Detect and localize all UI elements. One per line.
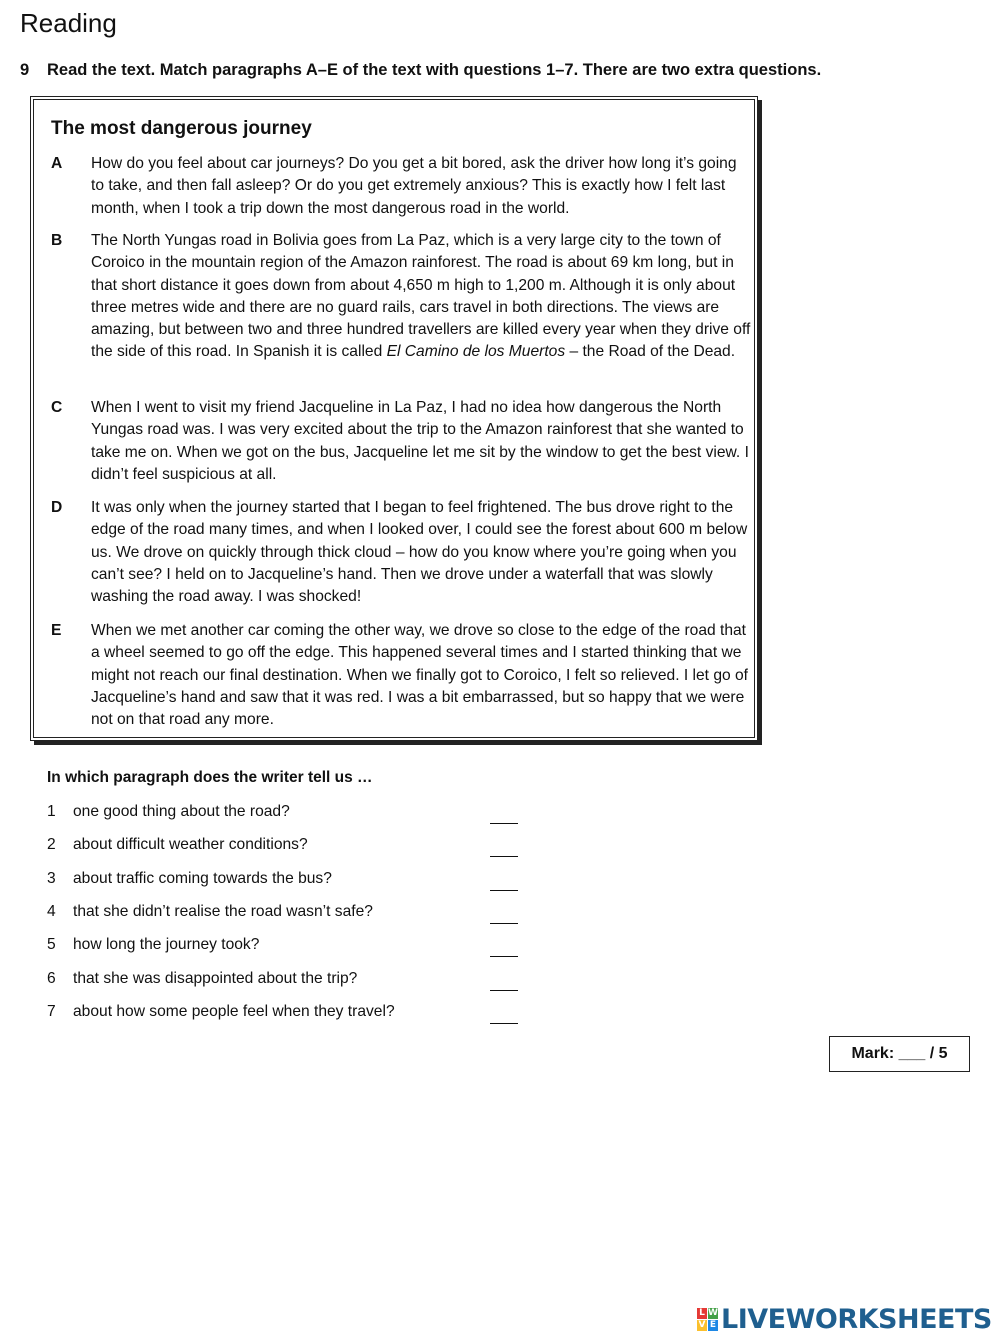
- question-row: [47, 870, 527, 894]
- question-text: about traffic coming towards the bus?: [73, 870, 332, 887]
- question-row: [47, 803, 527, 827]
- answer-input-3[interactable]: [490, 870, 518, 891]
- paragraph-text: It was only when the journey started that I began to feel frightened. The bus drove right to the edge of the road many times, and when I looked over, I could see the forest about 600 m below us. We drove on quickly through thick cloud – how do you know where you’re going when you can’t see? I held on to Jacqueline’s hand. Then we drove under a waterfall that was slowly washing the road away. I was shocked!: [91, 499, 748, 606]
- liveworksheets-logo: [697, 1304, 992, 1334]
- exercise-number: 9: [20, 61, 30, 79]
- question-text: about how some people feel when they travel?: [73, 1003, 395, 1020]
- paragraph-text: How do you feel about car journeys? Do you get a bit bored, ask the driver how long it’s going to take, and then fall asleep? Or do you get extremely anxious? This is exactly how I felt last month, when I took a trip down the most dangerous road in the world.: [91, 155, 737, 217]
- logo-tile: L: [697, 1308, 707, 1319]
- paragraph-text: [91, 230, 751, 364]
- question-text: about difficult weather conditions?: [73, 836, 308, 853]
- answer-input-2[interactable]: [490, 836, 518, 857]
- question-row: [47, 836, 527, 860]
- paragraph-b: [51, 230, 751, 364]
- paragraph-letter: E: [51, 622, 62, 639]
- paragraph-e: [51, 620, 751, 731]
- answer-input-7[interactable]: [490, 1003, 518, 1024]
- question-text: that she was disappointed about the trip?: [73, 970, 358, 987]
- question-number: 5: [47, 936, 56, 953]
- paragraph-text-main: The North Yungas road in Bolivia goes from La Paz, which is a very large city to the town of Coroico in the mountain region of the Amazon rainforest. The road is about 69 km long, but in that short distance it goes down from about 4,650 m high to 1,200 m. Although it is only about three metres wide and there are no guard rails, cars travel in both directions. The views are amazing, but between two and three hundred travellers are killed every year when they drive off the side of this road. In Spanish it is called: [91, 232, 751, 361]
- question-number: 1: [47, 803, 56, 820]
- paragraph-c: [51, 397, 751, 486]
- exercise-instruction: [20, 61, 821, 80]
- paragraph-text: When we met another car coming the other way, we drove so close to the edge of the road that a wheel seemed to go off the edge. This happened several times and I started thinking that we might not reach our final destination. When we finally got to Coroico, I felt so relieved. I let go of Jacqueline’s hand and saw that it was red. I was a bit embarrassed, but so happy that we were not on that road any more.: [91, 622, 749, 729]
- logo-text: LIVEWORKSHEETS: [721, 1303, 992, 1335]
- question-number: 3: [47, 870, 56, 887]
- paragraph-text-after: – the Road of the Dead.: [565, 343, 736, 361]
- logo-tile: W: [708, 1307, 718, 1318]
- question-number: 4: [47, 903, 56, 920]
- question-row: [47, 1003, 527, 1027]
- paragraph-letter: D: [51, 499, 63, 516]
- question-number: 2: [47, 836, 56, 853]
- paragraph-letter: C: [51, 399, 63, 416]
- question-row: [47, 970, 527, 994]
- question-row: [47, 936, 527, 960]
- answer-input-4[interactable]: [490, 903, 518, 924]
- article-box: [30, 96, 758, 741]
- question-text: that she didn’t realise the road wasn’t safe?: [73, 903, 373, 920]
- mark-box: Mark: ___ / 5: [829, 1036, 970, 1072]
- question-text: one good thing about the road?: [73, 803, 290, 820]
- question-number: 7: [47, 1003, 56, 1020]
- answer-input-1[interactable]: [490, 803, 518, 824]
- question-text: how long the journey took?: [73, 936, 260, 953]
- instruction-text: Read the text. Match paragraphs A–E of the text with questions 1–7. There are two extra questions.: [47, 61, 822, 79]
- paragraph-a: [51, 153, 751, 220]
- questions-header: In which paragraph does the writer tell us …: [47, 769, 373, 786]
- paragraph-text: When I went to visit my friend Jacqueline in La Paz, I had no idea how dangerous the North Yungas road was. I was very excited about the trip to the Amazon rainforest that she wanted to take me on. When we got on the bus, Jacqueline let me sit by the window to get the best view. I didn’t feel suspicious at all.: [91, 399, 749, 483]
- question-number: 6: [47, 970, 56, 987]
- logo-tile: E: [709, 1319, 717, 1330]
- answer-input-6[interactable]: [490, 970, 518, 991]
- section-title: Reading: [20, 8, 117, 38]
- paragraph-letter: B: [51, 232, 63, 249]
- answer-input-5[interactable]: [490, 936, 518, 957]
- paragraph-letter: A: [51, 155, 63, 172]
- article-box-inner: [33, 99, 755, 738]
- article-title: The most dangerous journey: [51, 118, 312, 139]
- logo-tile: V: [698, 1319, 706, 1330]
- logo-icon: [697, 1308, 718, 1331]
- paragraph-text-italic: El Camino de los Muertos: [386, 343, 566, 361]
- paragraph-d: [51, 497, 751, 608]
- question-row: [47, 903, 527, 927]
